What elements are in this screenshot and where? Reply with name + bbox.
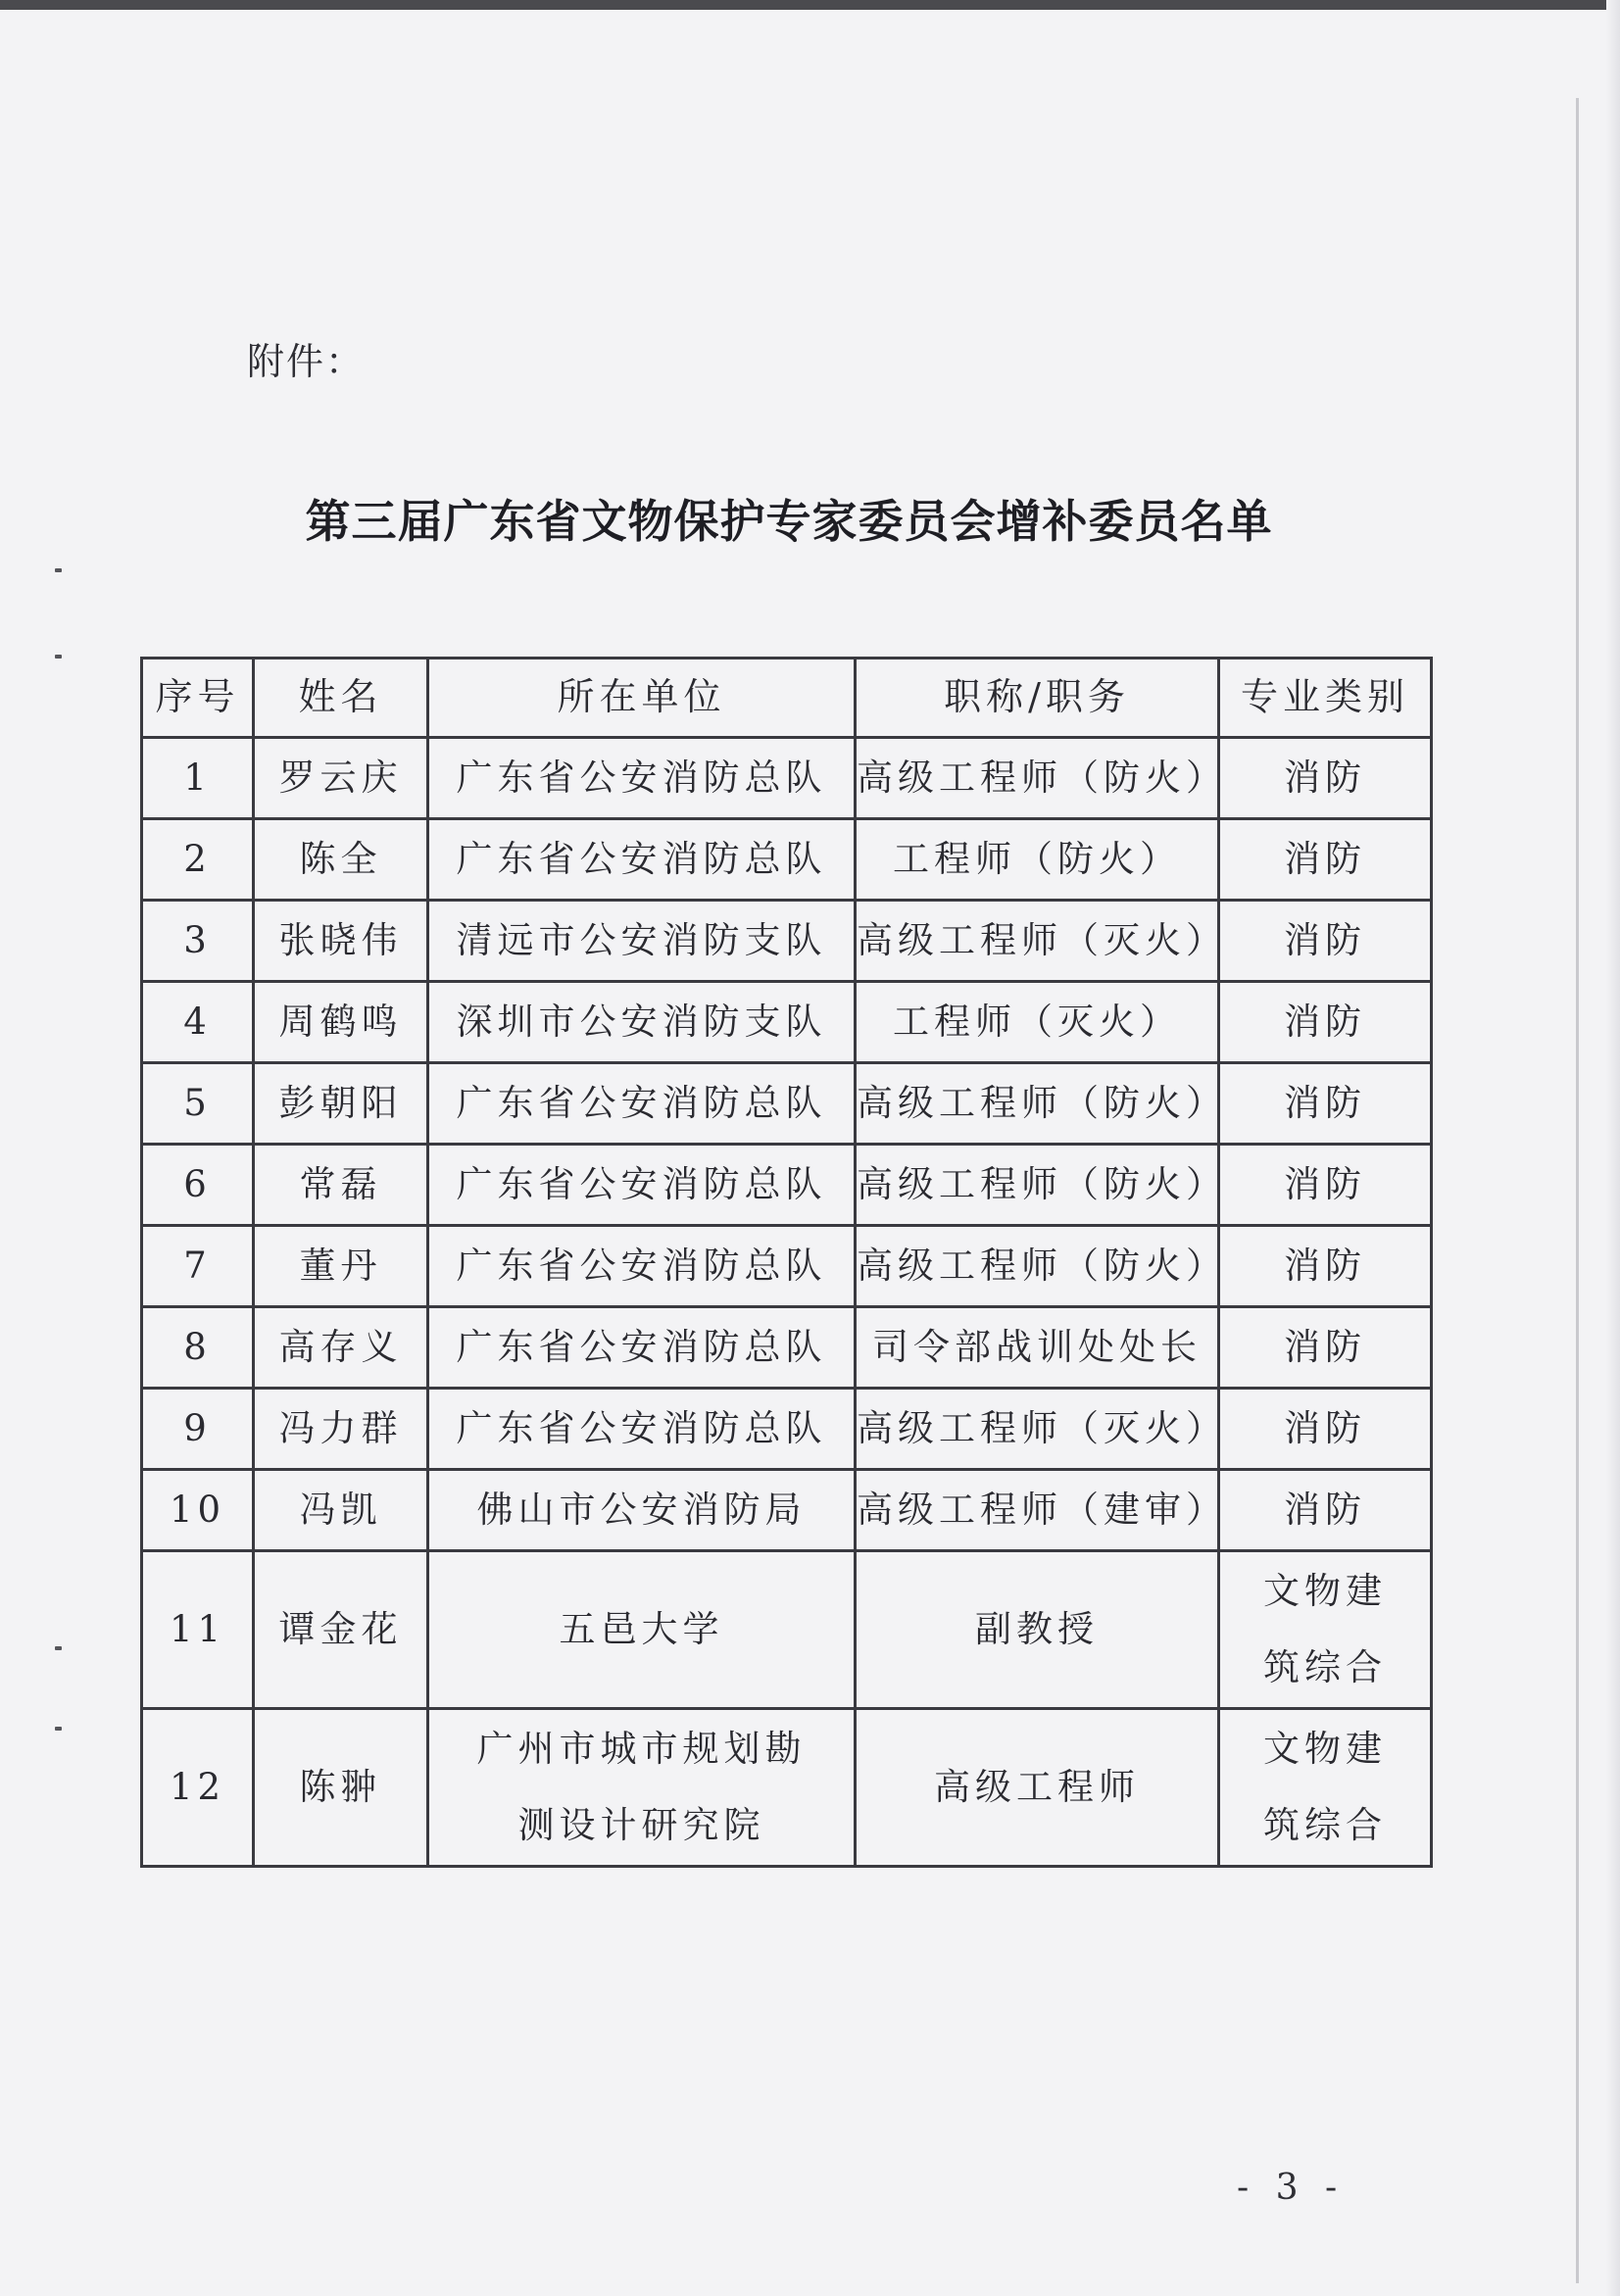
scan-top-edge: [0, 0, 1620, 10]
cell-name: 陈全: [254, 819, 428, 901]
table-row: [142, 1551, 1432, 1709]
binding-mark: [55, 1646, 62, 1650]
cell-category: 消防: [1219, 901, 1432, 982]
cell-unit: 广东省公安消防总队: [428, 1145, 856, 1226]
cell-serial-number: 9: [142, 1389, 254, 1470]
page-fold-line: [1576, 98, 1579, 2283]
cell-unit: 广州市城市规划勘测设计研究院: [428, 1709, 856, 1867]
cell-unit: 清远市公安消防支队: [428, 901, 856, 982]
cell-name: 罗云庆: [254, 738, 428, 819]
attachment-label: 附件：: [247, 340, 366, 383]
cell-name: 张晓伟: [254, 901, 428, 982]
cell-serial-number: 1: [142, 738, 254, 819]
cell-serial-number: 3: [142, 901, 254, 982]
cell-title: 高级工程师（防火）: [856, 738, 1219, 819]
cell-serial-number: 11: [142, 1551, 254, 1709]
header-title-position: 职称/职务: [856, 659, 1219, 738]
cell-serial-number: 7: [142, 1226, 254, 1307]
cell-serial-number: 2: [142, 819, 254, 901]
cell-unit: 深圳市公安消防支队: [428, 982, 856, 1063]
cell-title: 高级工程师（防火）: [856, 1063, 1219, 1145]
page-number: - 3 -: [1237, 2168, 1346, 2208]
cell-name: 彭朝阳: [254, 1063, 428, 1145]
cell-serial-number: 5: [142, 1063, 254, 1145]
cell-serial-number: 8: [142, 1307, 254, 1389]
cell-unit: 广东省公安消防总队: [428, 1307, 856, 1389]
cell-name: 陈翀: [254, 1709, 428, 1867]
cell-name: 冯凯: [254, 1470, 428, 1551]
cell-title: 副教授: [856, 1551, 1219, 1709]
table-row: [142, 738, 1432, 819]
cell-name: 董丹: [254, 1226, 428, 1307]
table-row: [142, 1470, 1432, 1551]
cell-title: 司令部战训处处长: [856, 1307, 1219, 1389]
cell-serial-number: 12: [142, 1709, 254, 1867]
header-specialty: 专业类别: [1219, 659, 1432, 738]
cell-category: 文物建筑综合: [1219, 1709, 1432, 1867]
table-row: [142, 1307, 1432, 1389]
table-row: [142, 1145, 1432, 1226]
cell-serial-number: 4: [142, 982, 254, 1063]
binding-mark: [55, 655, 62, 659]
cell-title: 工程师（防火）: [856, 819, 1219, 901]
cell-unit: 广东省公安消防总队: [428, 1226, 856, 1307]
cell-unit: 广东省公安消防总队: [428, 819, 856, 901]
cell-title: 高级工程师（防火）: [856, 1226, 1219, 1307]
header-serial-number: 序号: [142, 659, 254, 738]
cell-name: 周鹤鸣: [254, 982, 428, 1063]
table-row: [142, 1709, 1432, 1867]
cell-category: 消防: [1219, 982, 1432, 1063]
cell-unit: 广东省公安消防总队: [428, 738, 856, 819]
cell-title: 高级工程师（防火）: [856, 1145, 1219, 1226]
cell-name: 高存义: [254, 1307, 428, 1389]
scan-right-edge: [1606, 0, 1620, 2296]
cell-category: 消防: [1219, 1389, 1432, 1470]
table-header-row: [142, 659, 1432, 738]
cell-title: 高级工程师（灭火）: [856, 901, 1219, 982]
header-unit: 所在单位: [428, 659, 856, 738]
cell-title: 高级工程师（灭火）: [856, 1389, 1219, 1470]
cell-category: 消防: [1219, 819, 1432, 901]
document-title: 第三届广东省文物保护专家委员会增补委员名单: [305, 495, 1273, 548]
binding-mark: [55, 1727, 62, 1731]
cell-name: 冯力群: [254, 1389, 428, 1470]
binding-mark: [55, 568, 62, 572]
cell-name: 谭金花: [254, 1551, 428, 1709]
table-row: [142, 901, 1432, 982]
table-row: [142, 1389, 1432, 1470]
cell-category: 消防: [1219, 1470, 1432, 1551]
cell-title: 高级工程师（建审）: [856, 1470, 1219, 1551]
member-roster-table: [140, 657, 1433, 1868]
cell-name: 常磊: [254, 1145, 428, 1226]
cell-title: 工程师（灭火）: [856, 982, 1219, 1063]
table-row: [142, 1063, 1432, 1145]
cell-category: 消防: [1219, 1063, 1432, 1145]
cell-unit: 五邑大学: [428, 1551, 856, 1709]
table-row: [142, 1226, 1432, 1307]
cell-category: 消防: [1219, 1145, 1432, 1226]
cell-serial-number: 6: [142, 1145, 254, 1226]
cell-unit: 佛山市公安消防局: [428, 1470, 856, 1551]
cell-unit: 广东省公安消防总队: [428, 1389, 856, 1470]
cell-unit: 广东省公安消防总队: [428, 1063, 856, 1145]
table-row: [142, 819, 1432, 901]
cell-serial-number: 10: [142, 1470, 254, 1551]
cell-category: 消防: [1219, 738, 1432, 819]
header-name: 姓名: [254, 659, 428, 738]
cell-category: 消防: [1219, 1307, 1432, 1389]
cell-category: 文物建筑综合: [1219, 1551, 1432, 1709]
cell-title: 高级工程师: [856, 1709, 1219, 1867]
table-row: [142, 982, 1432, 1063]
cell-category: 消防: [1219, 1226, 1432, 1307]
